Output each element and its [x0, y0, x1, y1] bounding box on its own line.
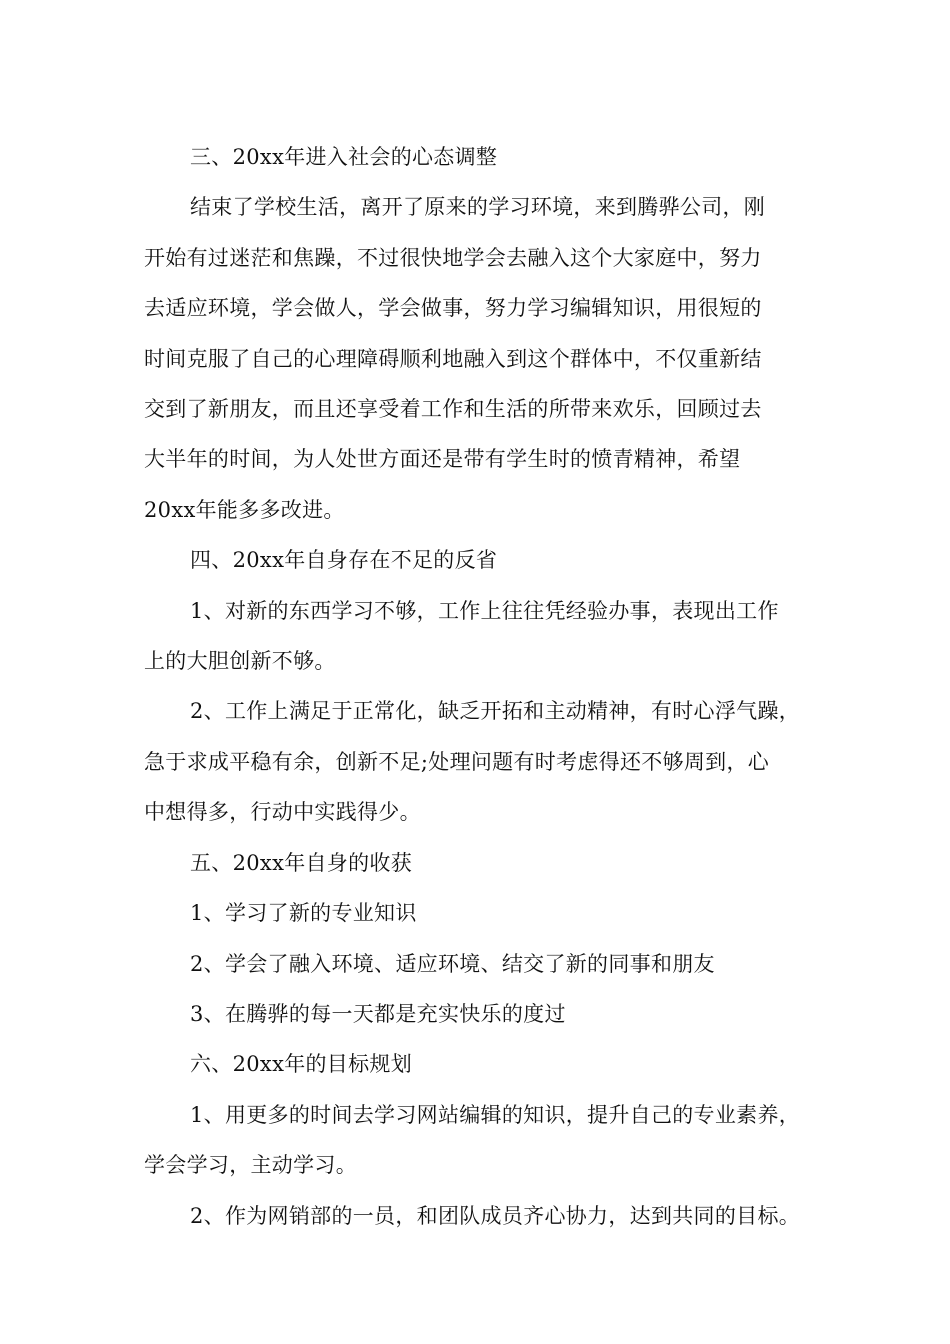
list-item: 1、学习了新的专业知识 — [190, 901, 417, 926]
paragraph-line: 上的大胆创新不够。 — [144, 649, 336, 674]
paragraph-line: 急于求成平稳有余，创新不足;处理问题有时考虑得还不够周到，心 — [144, 749, 770, 774]
paragraph-line: 1、对新的东西学习不够，工作上往往凭经验办事，表现出工作 — [190, 598, 779, 623]
paragraph-line: 时间克服了自己的心理障碍顺利地融入到这个群体中，不仅重新结 — [144, 346, 762, 371]
paragraph-line: 交到了新朋友，而且还享受着工作和生活的所带来欢乐，回顾过去 — [144, 397, 762, 422]
paragraph-line: 大半年的时间，为人处世方面还是带有学生时的愤青精神，希望 — [144, 447, 741, 472]
paragraph-line: 结束了学校生活，离开了原来的学习环境，来到腾骅公司，刚 — [190, 195, 766, 220]
section-heading: 三、20xx年进入社会的心态调整 — [190, 145, 498, 169]
section-6 — [144, 1039, 834, 1241]
paragraph — [144, 686, 834, 837]
paragraph-line: 学会学习，主动学习。 — [144, 1153, 357, 1178]
section-heading: 四、20xx年自身存在不足的反省 — [190, 548, 498, 573]
paragraph — [144, 1090, 834, 1191]
paragraph-line: 2、作为网销部的一员，和团队成员齐心协力，达到共同的目标。 — [190, 1203, 801, 1228]
section-3 — [144, 132, 834, 535]
paragraph-line: 1、用更多的时间去学习网站编辑的知识，提升自己的专业素养， — [190, 1102, 801, 1127]
paragraph — [144, 1191, 834, 1241]
section-heading: 五、20xx年自身的收获 — [190, 850, 413, 875]
list-item: 2、学会了融入环境、适应环境、结交了新的同事和朋友 — [190, 951, 715, 976]
paragraph-line: 20xx年能多多改进。 — [144, 497, 345, 522]
section-4 — [144, 535, 834, 837]
section-heading: 六、20xx年的目标规划 — [190, 1052, 413, 1077]
paragraph-line: 去适应环境，学会做人，学会做事，努力学习编辑知识，用很短的 — [144, 296, 762, 321]
document-body — [144, 132, 834, 1241]
paragraph — [144, 182, 834, 535]
paragraph — [144, 586, 834, 687]
paragraph-line: 2、工作上满足于正常化，缺乏开拓和主动精神，有时心浮气躁， — [190, 699, 801, 724]
section-5 — [144, 838, 834, 1040]
paragraph-line: 中想得多，行动中实践得少。 — [144, 800, 421, 825]
paragraph-line: 开始有过迷茫和焦躁，不过很快地学会去融入这个大家庭中，努力 — [144, 245, 762, 270]
list-item: 3、在腾骅的每一天都是充实快乐的度过 — [190, 1001, 566, 1026]
